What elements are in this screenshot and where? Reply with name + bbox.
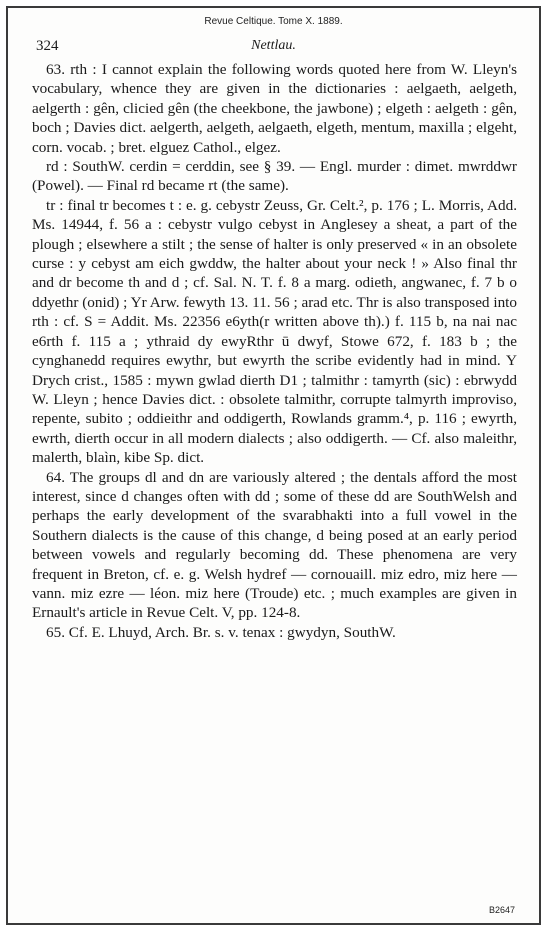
paragraph-tr: tr : final tr becomes t : e. g. cebystr Zeuss, Gr. Celt.², p. 176 ; L. Morris, Add. Ms. 14944, f. 56 a : cebystr vulgo cebyst in Anglesey a sheat, a part of the plough ; elsewhere a stilt ; the sense of halter is only preserved « in an obsolete curse : y cebyst am eich gwddw, the halter about your neck ! » Also final thr and dr become th and d ; cf. Sal. N. T. f. 8 a marg. odieth, angwanec, f. 7 b o ddyethr (onid) ; Yr Arw. fewyth 13. 11. 56 ; arad etc. Thr is also transposed into rth : cf. S = Addit. Ms. 22356 e6yth(r written above th).) f. 115 b, na nai nac e6rth f. 115 a ; ythraid dy ewyRthr ū dwyf, Stowe 672, f. 183 b ; the cynghanedd requires ewythr, but ewyrth the scribe evidently had in mind. Y Drych crist., 1585 : mywn gwlad dierth D1 ; talmithr : tamyrth (sic) : ebrwydd W. Lleyn ; hence Davies dict. : obsolete talmithr, corrupte talmyrth improviso, repente, subito ; oddieithr and oddigerth, Rowlands gramm.⁴, p. 116 ; ewyrth, ewrth, dierth occur in all modern dialects ; also oddigerth. — Cf. also maleithr, malerth, blaìn, kibe Sp. dict. — [32, 196, 517, 467]
page-body — [32, 60, 517, 642]
running-head: Nettlau. — [251, 38, 296, 53]
page-header — [36, 38, 511, 58]
paragraph-rd: rd : SouthW. cerdin = cerddin, see § 39. — Engl. murder : dimet. mwrddwr (Powel). — Final rd became rt (the same). — [32, 158, 517, 195]
archive-stamp: B2647 — [488, 905, 515, 915]
paragraph-65: 65. Cf. E. Lhuyd, Arch. Br. s. v. tenax : gwydyn, SouthW. — [46, 623, 396, 641]
source-line: Revue Celtique. Tome X. 1889. — [204, 16, 343, 27]
book-page — [6, 6, 541, 925]
paragraph-63: 63. rth : I cannot explain the following words quoted here from W. Lleyn's vocabulary, whence they are given in the dictionaries : aelgaeth, aelgeth, aelgerth : gên, clicied gên (the cheekbone, the jawbone) ; elgeth : aelgeth : gên, boch ; Davies dict. aelgerth, aelgeth, aelgaeth, elgeth, mentum, maxilla ; elgeht, corn. vocab. ; bret. elguez Cathol., elgez. — [32, 61, 517, 156]
page-number: 324 — [36, 38, 59, 54]
paragraph-64: 64. The groups dl and dn are variously altered ; the dentals afford the most interest, since d changes often with dd ; some of these dd are SouthWelsh and perhaps the early development of the svarabhakti into a full vowel in the Southern dialects is the cause of this change, d being posed at an early period between vowels and regularly becoming dd. These phenomena are very frequent in Breton, cf. e. g. Welsh hydref — cornouaill. miz edro, miz here — vann. miz ezre — léon. miz here (Troude) etc. ; much examples are given in Ernault's article in Revue Celt. V, pp. 124-8. — [32, 468, 517, 622]
